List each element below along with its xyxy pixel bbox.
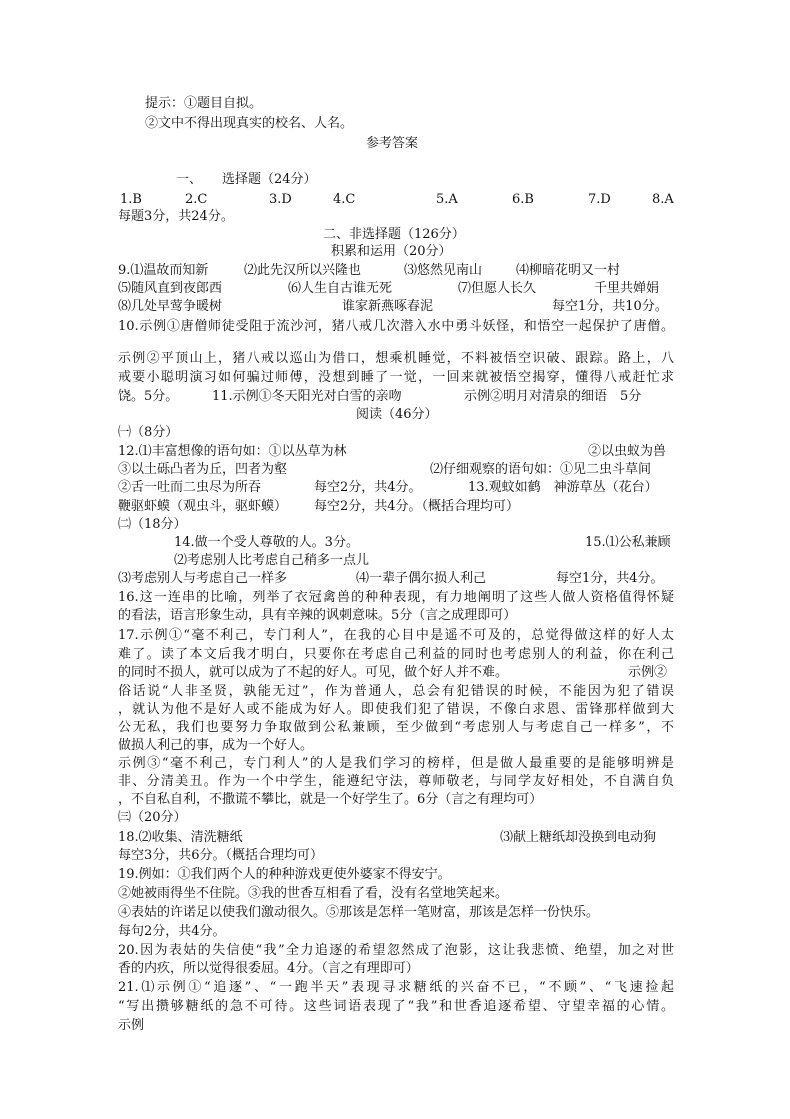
q15-answer: 15.⑴公私兼顾 [585, 535, 671, 550]
q17-line: 公无私，我们也要努力争取做到公私兼顾，至少做到“考虑别人与考虑自己一样多”，不 [118, 720, 674, 735]
q9-answer: 谁家新燕啄春泥 [342, 299, 434, 314]
q15-answer: ⑷一辈子偶尔损人利己 [356, 571, 487, 586]
q17-line: 难了。读了本文后我才明白，只要你在考虑自己利益的同时也考虑别人的利益，你在利己 [118, 647, 674, 662]
q12-row-2 [118, 460, 674, 480]
section2-title: 二、非选择题（126分） [323, 227, 465, 242]
q21-line: “写出攒够糖纸的急不可待。这些词语表现了“我”和世香追逐希望、守望幸福的心情。 [118, 999, 674, 1014]
q21-line: 21.⑴示例①“追逐”、“一跑半天”表现寻求糖纸的兴奋不已，“不顾”、“飞速捡起 [118, 980, 674, 995]
q19-line: ②她被雨得坐不住院。③我的世香互相看了看，没有名堂地笑起来。 [118, 886, 509, 901]
q9-row-1 [118, 261, 674, 281]
q9-answer: ⑵此先汉所以兴隆也 [244, 263, 362, 278]
section1-title [118, 170, 674, 190]
q12-answer: ②舌一吐而二虫尽为所吞 [118, 480, 262, 495]
q12-answer: 12.⑴丰富想像的语句如：①以丛草为林 [118, 444, 347, 459]
choice-answer: 5.A [436, 192, 458, 207]
q17-line: 非、分清美丑。作为一个中学生，能遵纪守法，尊师敬老，与同学友好相处，不自满自负 [118, 774, 674, 789]
q19-score: 每句2分，共4分。 [118, 924, 226, 939]
q9-answer: ⑷柳暗花明又一村 [516, 263, 621, 278]
q16-line: 16.这一连串的比喻，列举了衣冠禽兽的种种表现，有力地阐明了这些人做人资格值得怀疑 [118, 590, 674, 605]
q13-score: 每空2分，共4分。（概括合理均可） [314, 499, 520, 514]
q18-answer: 18.⑵收集、清洗糖纸 [118, 830, 243, 845]
part1-title: ㈠（8分） [118, 425, 179, 440]
choice-answer: 4.C [333, 192, 356, 207]
q16-line: 的看法，语言形象生动，具有辛辣的讽刺意味。5分（言之成理即可） [118, 608, 517, 623]
section2-subtitle: 积累和运用（20分） [331, 244, 452, 259]
q10-q11-line [118, 387, 674, 407]
reading-title: 阅读（46分） [356, 407, 438, 422]
q12-answer: ②以虫蚁为兽 [588, 444, 667, 459]
q17-line [118, 663, 674, 683]
q14-q15-row [118, 533, 674, 553]
section1-heading: 选择题（24分） [222, 172, 317, 187]
q18-score: 每空3分，共6分。（概括合理均可） [118, 848, 324, 863]
part3-title: ㈢（20分） [118, 810, 187, 825]
q20-line: 20.因为表姑的失信使“我”全力追逐的希望忽然成了泡影，这让我悲愤、绝望，加之对世 [118, 943, 674, 958]
q17-line: 俗话说“人非圣贤，孰能无过”，作为普通人，总会有犯错误的时候，不能因为犯了错误 [118, 684, 674, 699]
q19-line: 19.例如：①我们两个人的种种游戏更使外婆家不得安宁。 [118, 867, 451, 882]
section1-number: 一、 [176, 172, 203, 187]
q10-line: 10.示例①唐僧师徒受阻于流沙河，猪八戒几次潜入水中勇斗妖怪，和悟空一起保护了唐僧。 [118, 319, 674, 334]
q15-answer: ⑶考虑别人与考虑自己一样多 [118, 571, 288, 586]
q19-line: ④表姑的许诺足以使我们激动很久。⑤那该是怎样一笔财富，那该是怎样一份快乐。 [118, 905, 600, 920]
q17-text: 的同时不损人，就可以成为了不起的好人。可见，做个好人并不难。 [118, 665, 509, 680]
q12-q13-row [118, 478, 674, 498]
q12-score: 每空2分，共4分。 [314, 480, 422, 495]
q10-line: 示例②平顶山上，猪八戒以巡山为借口，想乘机睡觉，不料被悟空识破、跟踪。路上，八 [118, 351, 674, 366]
q17-line: ，不自私自利，不撒谎不攀比，就是一个好学生了。6分（言之有理均可） [118, 792, 543, 807]
q15-score: 每空1分，共4分。 [556, 571, 664, 586]
answers-title: 参考答案 [366, 136, 419, 151]
q9-answer: ⑹人生自古谁无死 [288, 281, 393, 296]
q15-answer: ⑵考虑别人比考虑自己稍多一点儿 [174, 553, 370, 568]
q18-answer: ⑶献上糖纸却没换到电动狗 [500, 830, 657, 845]
q18-row [118, 828, 674, 848]
hint-line-2: ②文中不得出现真实的校名、人名。 [145, 116, 354, 131]
q15-row [118, 569, 674, 589]
q11-example-2: 示例②明月对清泉的细语 5分 [464, 389, 642, 404]
q17-line: ，就认为他不是好人或不能成为好人。即使我们犯了错误，不像白求恩、雷锋那样做到大 [118, 702, 674, 717]
q9-answer: ⑺但愿人长久 [458, 281, 537, 296]
choice-answer: 8.A [652, 192, 674, 207]
q9-answer: ⑶悠然见南山 [404, 263, 483, 278]
q13-answer: 鞭驱虾蟆（观虫斗，驱虾蟆） [118, 499, 288, 514]
section1-score: 每题3分，共24分。 [118, 209, 234, 224]
q13-row [118, 497, 674, 517]
q9-score: 每空1分，共10分。 [552, 299, 668, 314]
q9-answer: ⑸随风直到夜郎西 [118, 281, 223, 296]
q21-line: 示例 [118, 1018, 145, 1033]
q12-answer: ⑵仔细观察的语句如：①见二虫斗草间 [430, 462, 652, 477]
q11-example-1: 11.示例①冬天阳光对白雪的亲吻 [212, 389, 402, 404]
q14-answer: 14.做一个受人尊敬的人。3分。 [174, 535, 359, 550]
choice-answer: 6.B [512, 192, 534, 207]
choice-answer: 3.D [269, 192, 292, 207]
q9-row-2 [118, 279, 674, 299]
q17-example-label: 示例② [628, 665, 668, 680]
q9-answer: 9.⑴温故而知新 [118, 263, 209, 278]
q17-line: 17.示例①“毫不利己，专门利人”，在我的心目中是遥不可及的，总觉得做这样的好人太 [118, 628, 674, 643]
q9-answer: 千里共婵娟 [594, 281, 660, 296]
choice-answer: 1.B [120, 192, 142, 207]
q9-row-3 [118, 297, 674, 317]
q12-row-1 [118, 442, 674, 462]
q10-score: 饶。5分。 [118, 389, 179, 404]
choice-answer: 2.C [185, 192, 208, 207]
hint-line-1: 提示：①题目自拟。 [145, 96, 263, 111]
q13-answer: 13.观蚊如鹤 神游草丛（花台） [468, 480, 658, 495]
q20-line: 香的内疚，所以觉得很委屈。4分。（言之有理即可） [118, 961, 419, 976]
q17-line: 做损人利己的事，成为一个好人。 [118, 738, 314, 753]
choice-answer: 7.D [588, 192, 611, 207]
q17-line: 示例③“毫不利己，专门利人”的人是我们学习的榜样，但是做人最重要的是能够明辨是 [118, 756, 674, 771]
q9-answer: ⑻几处早莺争暖树 [118, 299, 223, 314]
q10-line: 戒要小聪明演习如何骗过师傅，没想到睡了一觉，一回来就被悟空揭穿，懂得八戒赶忙求 [118, 370, 674, 385]
q12-answer: ③以土砾凸者为丘，凹者为壑 [118, 462, 288, 477]
part2-title: ㈡（18分） [118, 517, 187, 532]
